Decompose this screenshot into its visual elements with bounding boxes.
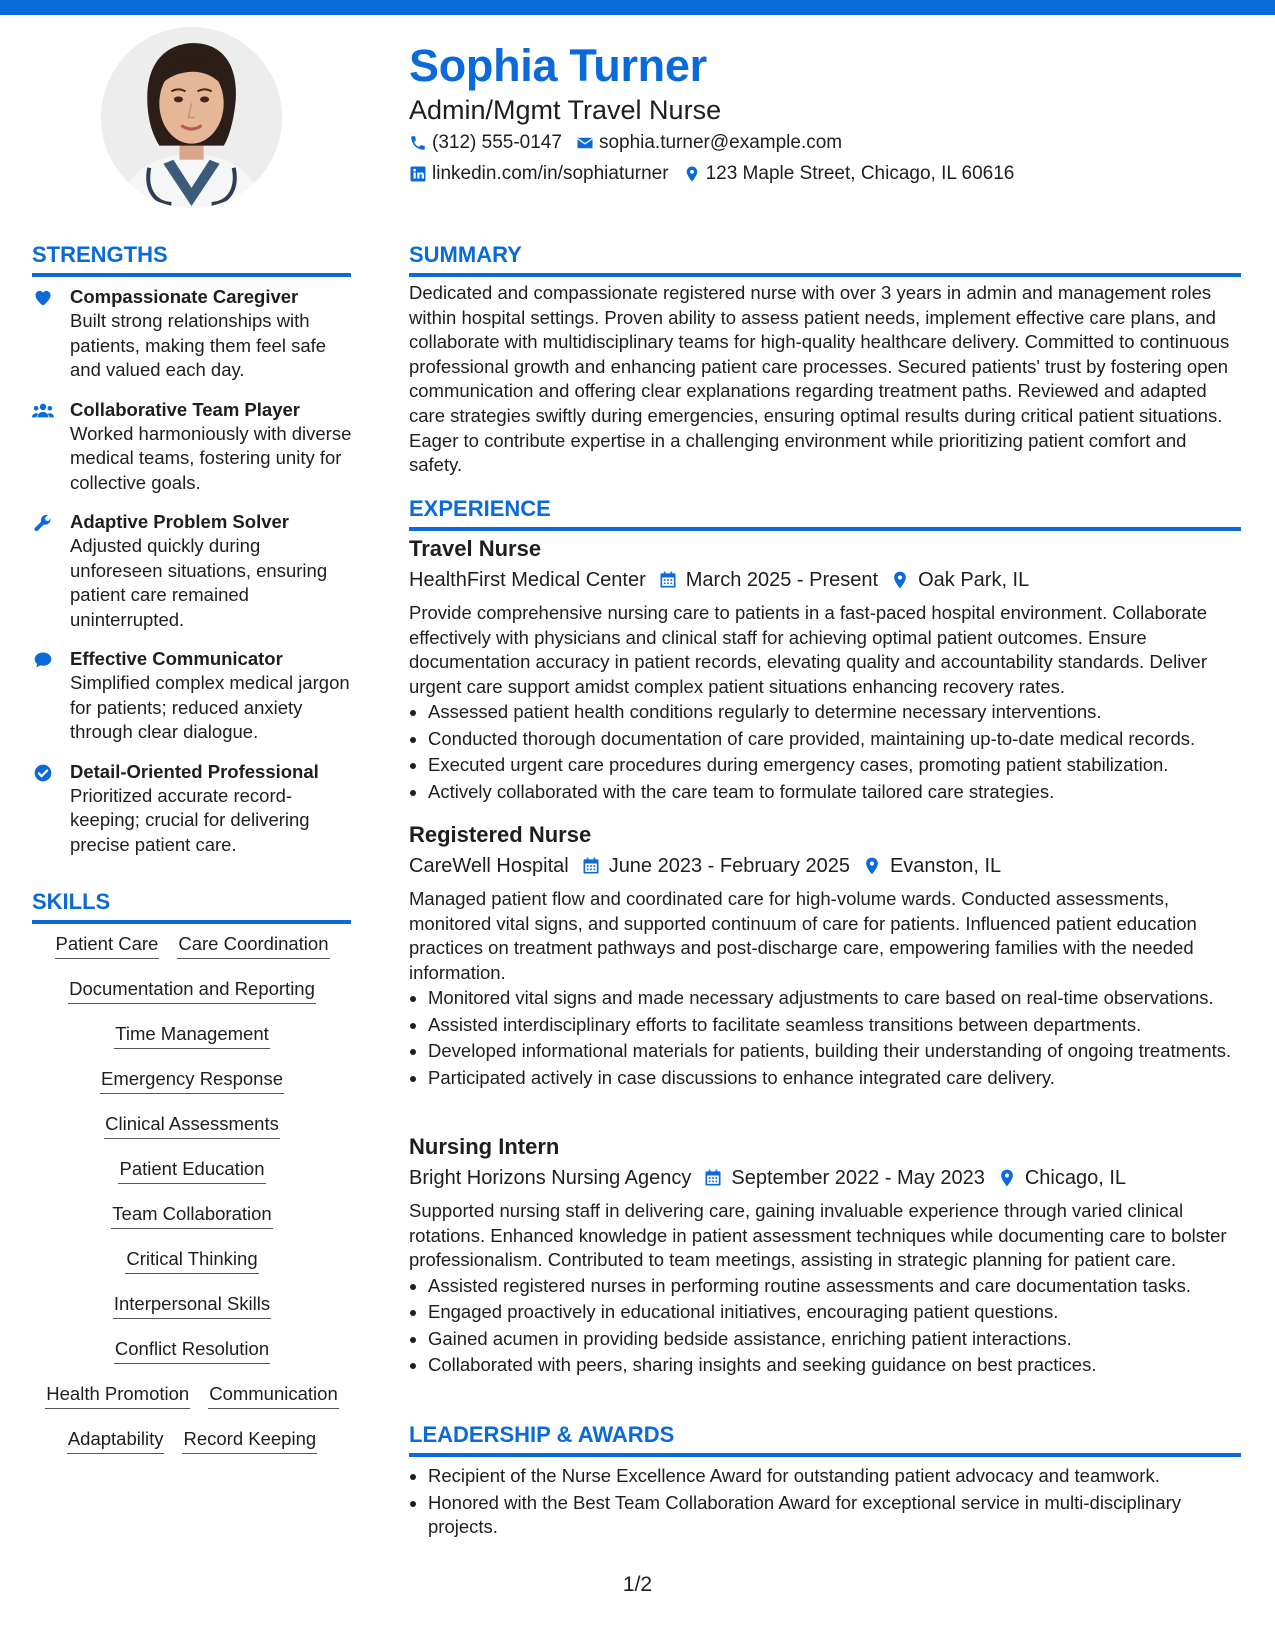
email-text: sophia.turner@example.com [598,132,843,153]
job-bullet: • Executed urgent care procedures during emergency cases, promoting patient stabilization. [428,753,1244,778]
job-title: Travel Nurse [409,536,542,561]
job-location: Chicago, IL [1024,1167,1127,1189]
skill-tag: Critical Thinking [125,1247,258,1274]
skill-tag: Patient Education [118,1157,265,1184]
job-meta [409,852,1244,880]
skill-tag: Patient Care [55,932,160,959]
skill-tag: Documentation and Reporting [68,977,316,1004]
phone-icon [409,134,427,152]
contact-row-1 [409,132,856,154]
job-bullet: • Assisted interdisciplinary efforts to facilitate seamless transitions between departments. [428,1013,1244,1038]
job-bullet: • Monitored vital signs and made necessary adjustments to care based on real-time observations. [428,986,1244,1011]
skill-tag: Time Management [114,1022,270,1049]
strength-desc: Simplified complex medical jargon for patients; reduced anxiety through clear dialogue. [70,672,350,742]
job-entry [409,821,1244,1092]
skill-tag: Record Keeping [182,1427,317,1454]
experience-heading: EXPERIENCE [409,496,1241,531]
skill-row [32,1067,352,1112]
linkedin-contact[interactable] [409,163,669,185]
profile-photo [101,27,282,208]
candidate-name: Sophia Turner [409,40,707,91]
skill-tag: Emergency Response [100,1067,284,1094]
job-meta [409,1164,1244,1192]
top-accent-bar [0,0,1275,15]
award-bullet: • Honored with the Best Team Collaboration Award for exceptional service in multi-disciplinary projects. [428,1491,1244,1540]
job-title: Nursing Intern [409,1134,560,1159]
check-circle-icon [32,763,54,783]
skill-tag: Care Coordination [177,932,329,959]
calendar-icon [658,570,678,590]
skill-row [32,1382,352,1427]
page-number: 1/2 [622,1573,653,1596]
address-text: 123 Maple Street, Chicago, IL 60616 [705,163,1015,184]
envelope-icon [576,134,594,152]
job-dates: March 2025 - Present [685,569,879,591]
phone-contact[interactable] [409,132,562,154]
job-bullet: • Developed informational materials for patients, building their understanding of ongoing treatments. [428,1039,1244,1064]
job-company: Bright Horizons Nursing Agency [409,1167,692,1189]
strength-title: Effective Communicator [70,648,283,669]
job-description: Provide comprehensive nursing care to patients in a fast-paced hospital environment. Collaborate effectively with physicians and clinical staff for achieving optimal patient outcomes. Ensure documentation accuracy in patient records, elevating quality and accountability standards. Deliver urgent care support amidst complex patient situations enhancing recovery rates. [409,602,1208,697]
phone-text: (312) 555-0147 [432,132,562,153]
skill-tag: Interpersonal Skills [113,1292,271,1319]
skill-tag: Clinical Assessments [104,1112,280,1139]
strength-title: Adaptive Problem Solver [70,511,289,532]
skill-tag: Adaptability [67,1427,165,1454]
strength-title: Collaborative Team Player [70,398,300,420]
skill-row [32,1292,352,1337]
job-description: Managed patient flow and coordinated care for high-volume wards. Conducted assessments, monitored vital signs, and supported continuum of care for patients. Influenced patient education practices on treatment pathways and post-discharge care, empowering families with the needed information. [409,888,1197,983]
job-bullet: • Actively collaborated with the care team to formulate tailored care strategies. [428,780,1244,805]
awards-list [409,1463,1244,1542]
skills-list [32,932,352,1472]
job-bullet: • Collaborated with peers, sharing insights and seeking guidance on best practices. [428,1353,1244,1378]
job-bullet: • Participated actively in case discussions to enhance integrated care delivery. [428,1066,1244,1091]
linkedin-text: linkedin.com/in/sophiaturner [432,163,669,184]
job-location: Evanston, IL [889,855,1002,877]
strength-desc: Prioritized accurate record-keeping; crucial for delivering precise patient care. [70,784,310,855]
strength-item [32,510,352,632]
map-pin-icon [997,1168,1017,1188]
skill-tag: Communication [208,1382,339,1409]
summary-text: Dedicated and compassionate registered nurse with over 3 years in admin and management roles within hospital settings. Proven ability to assess patient needs, implement effective care plans, and collaborate with multidisciplinary teams for high-quality healthcare delivery. Committed to continuous professional growth and enhancing patient care processes. Secured patients' trust by fostering open communication and offering clear explanations regarding treatment paths. Reviewed and adapted care strategies swiftly during emergencies, ensuring optimal results during critical patient situations. Eager to contribute expertise in a challenging environment while prioritizing patient comfort and safety. [409,282,1230,476]
strengths-list [32,285,352,872]
skill-row [32,1112,352,1157]
leadership-heading: LEADERSHIP & AWARDS [409,1422,1241,1457]
skill-row [32,932,352,977]
job-meta [409,566,1244,594]
map-pin-icon [890,570,910,590]
strength-desc: Worked harmoniously with diverse medical teams, fostering unity for collective goals. [70,422,352,493]
job-dates: June 2023 - February 2025 [608,855,850,877]
strength-desc: Built strong relationships with patients, making them feel safe and valued each day. [70,310,327,380]
strength-item [32,647,352,745]
contact-row-2 [409,163,1028,185]
map-pin-icon [862,856,882,876]
strength-title: Detail-Oriented Professional [70,760,319,782]
job-bullet: • Assessed patient health conditions regularly to determine necessary interventions. [428,700,1244,725]
award-bullets [409,1464,1244,1540]
strength-item [32,760,352,858]
skill-row [32,1427,352,1472]
address-contact [683,163,1015,185]
strengths-heading: STRENGTHS [32,242,351,277]
summary-heading: SUMMARY [409,242,1241,277]
calendar-icon [703,1168,723,1188]
strength-title: Compassionate Caregiver [70,286,299,307]
wrench-icon [32,513,54,533]
job-company: HealthFirst Medical Center [409,569,646,591]
calendar-icon [581,856,601,876]
job-location: Oak Park, IL [918,569,1030,591]
speech-bubble-icon [32,650,54,670]
job-bullet: • Gained acumen in providing bedside assistance, enriching patient interactions. [428,1327,1244,1352]
candidate-role: Admin/Mgmt Travel Nurse [409,95,722,125]
skill-row [32,1022,352,1067]
job-bullet: • Assisted registered nurses in performing routine assessments and care documentation tasks. [428,1274,1244,1299]
job-bullets [409,700,1244,804]
strength-desc: Adjusted quickly during unforeseen situations, ensuring patient care remained uninterrupted. [70,535,328,630]
skill-row [32,1247,352,1292]
profile-photo-illustration [101,27,282,208]
job-bullet: • Engaged proactively in educational initiatives, encouraging patient questions. [428,1300,1244,1325]
skill-tag: Conflict Resolution [114,1337,270,1364]
strength-item [32,398,352,496]
heart-icon [32,288,54,308]
award-bullet: • Recipient of the Nurse Excellence Award for outstanding patient advocacy and teamwork. [428,1464,1244,1489]
skill-row [32,1202,352,1247]
email-contact[interactable] [576,132,842,154]
skill-tag: Health Promotion [45,1382,190,1409]
job-bullets [409,986,1244,1090]
skill-row [32,1337,352,1382]
linkedin-icon [409,165,427,183]
job-entry [409,1133,1244,1380]
job-dates: September 2022 - May 2023 [731,1167,985,1189]
users-icon [32,401,54,421]
job-title: Registered Nurse [409,822,592,847]
strength-item [32,285,352,383]
skill-row [32,1157,352,1202]
skill-row [32,977,352,1022]
skills-heading: SKILLS [32,889,351,924]
job-description: Supported nursing staff in delivering care, gaining invaluable experience through varied clinical rotations. Enhanced knowledge in patient assessment techniques while documenting care to bolster professionalism. Contributed to team meetings, assisting in strategic planning for patient care. [409,1200,1227,1270]
skill-tag: Team Collaboration [111,1202,272,1229]
map-pin-icon [683,165,701,183]
job-company: CareWell Hospital [409,855,569,877]
job-bullets [409,1274,1244,1378]
job-bullet: • Conducted thorough documentation of care provided, maintaining up-to-date medical records. [428,727,1244,752]
job-entry [409,535,1244,806]
